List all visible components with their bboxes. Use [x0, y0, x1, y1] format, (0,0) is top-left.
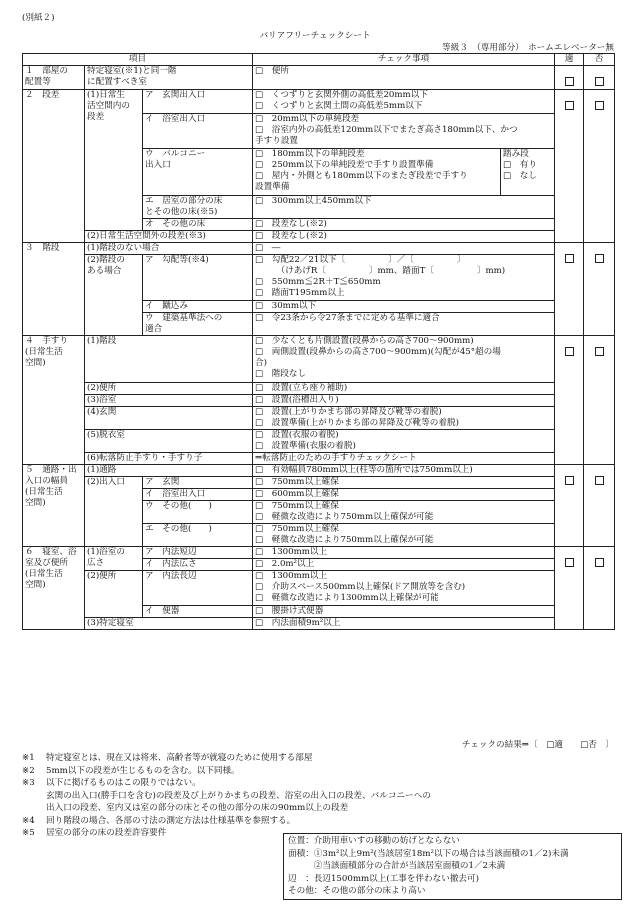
header-check: チェック事項 [253, 54, 555, 66]
spacer [586, 66, 612, 77]
cell-line: イ 内法広さ [145, 559, 197, 569]
cell-line: とその他の床(※5) [145, 207, 218, 217]
check-result: チェックの結果⇒〔 □適 □否 〕 [461, 740, 614, 750]
check-items [253, 395, 555, 407]
cell-line: 合) [255, 358, 267, 368]
note-mark: ※3 [22, 778, 35, 788]
check-items [253, 114, 555, 149]
cell-line: 適合 [145, 324, 163, 334]
note-mark: ※2 [22, 765, 35, 776]
table-row [23, 336, 615, 383]
ok-check-cell [555, 336, 584, 465]
cell-line: 特定寝室(※1)と同一階 [87, 66, 177, 76]
check-items [253, 336, 555, 383]
cell-line: □ 踏面T195mm以上 [255, 288, 345, 298]
cell-line: ア 勾配等(※4) [145, 255, 209, 265]
spacer [586, 243, 612, 254]
cell-line: □ 250mm以下の単純段差で手すり設置準備 [255, 160, 434, 170]
cell-line: □ 少なくとも片側設置(段鼻からの高さ700～900mm) [255, 336, 474, 346]
cell-line: □ ― [255, 243, 281, 253]
cell-line: 空間) [25, 498, 46, 508]
cell-line: ウ バルコニー [145, 149, 206, 159]
ok-check-cell [555, 243, 584, 336]
cell-line: □ くつずりと玄関土間の高低差5mm以下 [255, 101, 423, 111]
note-text [46, 815, 614, 828]
ng-check-cell [584, 465, 615, 547]
item-subcategory [85, 255, 143, 336]
item-detail [143, 524, 253, 547]
cell-line: □ 設置準備(上がりかまち部の昇降及び靴等の着脱) [255, 418, 459, 428]
check-items [253, 571, 555, 606]
item-subcategory [85, 453, 253, 465]
note-mark: ※4 [22, 815, 35, 826]
spacer [586, 336, 612, 347]
table-row [23, 395, 615, 407]
ok-check-cell [555, 66, 584, 90]
item-category [23, 547, 85, 630]
cell-line: (3)浴室 [87, 395, 117, 405]
table-row [23, 430, 615, 453]
cell-line: □ 腰掛け式便器 [255, 606, 324, 616]
cell-line: ア 玄関 [145, 477, 180, 487]
item-detail [143, 255, 253, 301]
spacer [557, 66, 581, 77]
note-text [46, 752, 614, 765]
ok-checkbox[interactable] [565, 558, 574, 567]
item-category [23, 66, 85, 90]
cell-line: ウ 建築基準法への [145, 313, 223, 323]
item-detail [143, 219, 253, 231]
ng-check-cell [584, 243, 615, 336]
cell-line: (2)日常生活空間外の段差(※3) [87, 231, 206, 241]
check-items [253, 430, 555, 453]
allowance-line: その他：その他の部分の床より高い [288, 886, 426, 896]
cell-line: (1)通路 [87, 465, 117, 475]
ok-check-cell [555, 90, 584, 243]
cell-line: (4)玄関 [87, 407, 117, 417]
item-subcategory [85, 90, 143, 231]
cell-line: 空間) [25, 358, 46, 368]
ok-check-cell [555, 465, 584, 547]
step-option [501, 149, 555, 196]
cell-line: □ 軽微な改造により1300mm以上確保が可能 [255, 593, 439, 603]
item-detail [143, 571, 253, 606]
cell-line: □ 設置(浴槽出入り) [255, 395, 339, 405]
cell-line: イ 便器 [145, 606, 180, 616]
note-item [22, 765, 614, 778]
item-detail [143, 547, 253, 559]
spacer [586, 465, 612, 476]
item-detail [143, 313, 253, 336]
spacer [557, 465, 581, 476]
spacer [557, 547, 581, 558]
allowance-box [283, 833, 622, 900]
item-subcategory [85, 547, 143, 571]
note-line: 玄関の出入口(勝手口を含む)の段差及び上がりかまちの段差、浴室の出入口の段差、バルコニーへの [46, 790, 431, 801]
cell-line: １ 部屋の [25, 66, 68, 76]
item-subcategory [85, 395, 253, 407]
item-detail [143, 90, 253, 114]
note-line: 5mm以下の段差が生じるものを含む。以下同様。 [46, 765, 240, 776]
table-row [23, 618, 615, 630]
check-items [253, 313, 555, 336]
cell-line: 段差 [87, 112, 105, 122]
item-subcategory [85, 231, 253, 243]
item-subcategory [85, 618, 253, 630]
cell-line: (日常生活 [25, 347, 63, 357]
cell-line: 空間) [25, 580, 46, 590]
allowance-line: 辺 ：長辺1500mm以上(工事を伴わない撤去可) [288, 873, 479, 884]
table-row [23, 465, 615, 477]
table-row [23, 243, 615, 255]
cell-line: □ 段差なし(※2) [255, 231, 327, 241]
table-row [23, 66, 615, 90]
cell-line: （けあげR〔 〕mm、踏面T〔 〕mm) [255, 266, 506, 276]
cell-line: ４ 手すり [25, 336, 68, 346]
item-detail [143, 489, 253, 501]
cell-line: □ 600mm以上確保 [255, 489, 339, 499]
cell-line: 踏み段 [503, 149, 529, 159]
note-line: 回り階段の場合、各部の寸法の測定方法は仕様基準を参照する。 [46, 815, 296, 826]
cell-line: □ 750mm以上確保 [255, 477, 339, 487]
item-subcategory [85, 407, 253, 430]
item-subcategory [85, 571, 143, 618]
cell-line: ２ 段差 [25, 90, 60, 100]
cell-line: ある場合 [87, 266, 122, 276]
cell-line: ３ 階段 [25, 243, 60, 253]
cell-line: オ その他の床 [145, 219, 206, 229]
item-category [23, 465, 85, 547]
ok-checkbox[interactable] [565, 476, 574, 485]
cell-line: (2)便所 [87, 383, 117, 393]
header-item: 項目 [23, 54, 253, 66]
spacer [586, 90, 612, 101]
table-row [23, 477, 615, 489]
ng-checkbox[interactable] [595, 347, 604, 356]
cell-line: □ 750mm以上確保 [255, 524, 339, 534]
check-items [253, 243, 555, 255]
cell-line: □ なし [503, 171, 537, 181]
cell-line: ア 玄関出入口 [145, 90, 206, 100]
check-items [253, 559, 555, 571]
check-items [253, 453, 555, 465]
cell-line: 広さ [87, 558, 105, 568]
cell-line: □ 令23条から令27条までに定める基準に適合 [255, 313, 440, 323]
note-text [46, 777, 614, 815]
allowance-line: ②当該面積部分の合計が当該居室面積の1／2未満 [288, 861, 506, 871]
check-items [253, 489, 555, 501]
cell-line: 入口の幅員 [25, 476, 68, 486]
ng-checkbox[interactable] [595, 558, 604, 567]
item-detail [143, 477, 253, 489]
cell-line: 室及び便所 [25, 558, 68, 568]
check-items [253, 90, 555, 114]
check-items [253, 219, 555, 231]
cell-line: □ 軽微な改造により750mm以上確保が可能 [255, 535, 434, 545]
item-subcategory [85, 336, 253, 383]
table-row [23, 571, 615, 606]
cell-line: □ 30mm以下 [255, 301, 317, 311]
ok-check-cell [555, 547, 584, 630]
allowance-line: 面積：①3m²以上9m²(当該居室18m²以下の場合は当該面積の1／2)未満 [288, 848, 569, 859]
ok-checkbox[interactable] [565, 347, 574, 356]
cell-line: 配置等 [25, 77, 51, 87]
cell-line: □ 両側設置(段鼻からの高さ700～900mm)(勾配が45°超の場 [255, 347, 501, 357]
item-detail [143, 559, 253, 571]
item-detail [143, 501, 253, 524]
ng-check-cell [584, 66, 615, 90]
check-items [253, 501, 555, 524]
cell-line: ６ 寝室、浴 [25, 547, 77, 557]
cell-line: エ 居室の部分の床 [145, 196, 223, 206]
cell-line: (日常生活 [25, 487, 63, 497]
table-row [23, 231, 615, 243]
checklist-table [22, 53, 615, 630]
check-items [253, 606, 555, 618]
item-detail [143, 301, 253, 313]
note-mark: ※5 [22, 828, 35, 838]
cell-line: (1)階段 [87, 336, 117, 346]
cell-line: (2)階段の [87, 255, 125, 265]
cell-line: イ 浴室出入口 [145, 114, 206, 124]
ng-checkbox[interactable] [595, 254, 604, 263]
item-detail [143, 196, 253, 219]
check-items [253, 547, 555, 559]
cell-line: □ 浴室内外の高低差120mm以下でまたぎ高さ180mm以下、かつ [255, 125, 518, 135]
cell-line: □ 設置(衣服の着脱) [255, 430, 339, 440]
note-item [22, 815, 614, 828]
cell-line: (2)便所 [87, 571, 117, 581]
check-items [253, 407, 555, 430]
cell-line: (1)日常生 [87, 90, 125, 100]
spacer [557, 336, 581, 347]
cell-line: エ その他( ) [145, 524, 212, 534]
spacer [557, 90, 581, 101]
item-subcategory [85, 430, 253, 453]
ng-check-cell [584, 90, 615, 243]
item-subcategory [85, 66, 253, 90]
cell-line: □ 段差なし(※2) [255, 219, 327, 229]
cell-line: 手すり設置 [255, 136, 299, 146]
note-item [22, 752, 614, 765]
note-item [22, 777, 614, 815]
ok-checkbox[interactable] [565, 101, 574, 110]
cell-line: □ 設置(上がりかまち部の昇降及び靴等の着脱) [255, 407, 442, 417]
check-items [253, 231, 555, 243]
cell-line: (1)浴室の [87, 547, 125, 557]
item-category [23, 90, 85, 243]
cell-line: イ 蹴込み [145, 301, 188, 311]
cell-line: □ くつずりと玄関外側の高低差20mm以下 [255, 90, 428, 100]
check-items [253, 196, 555, 219]
cell-line: □ 2.0m²以上 [255, 559, 315, 569]
note-line: 以下に掲げるものはこの限りではない。 [46, 778, 201, 788]
item-category [23, 336, 85, 465]
note-mark: ※1 [22, 753, 35, 763]
cell-line: 設置準備 [255, 182, 290, 192]
note-text [46, 765, 614, 778]
cell-line: に配置すべき室 [87, 77, 147, 87]
cell-line: □ 750mm以上確保 [255, 501, 339, 511]
ng-checkbox[interactable] [595, 476, 604, 485]
cell-line: □ 550mm≦2R＋T≦650mm [255, 277, 381, 287]
cell-line: □ 階段なし [255, 369, 307, 379]
item-detail [143, 606, 253, 618]
check-items [253, 618, 555, 630]
cell-line: □ 180mm以下の単純段差 [255, 149, 365, 159]
header-ng: 否 [584, 54, 615, 66]
table-row [23, 90, 615, 114]
cell-line: ⇒転落防止のための手すりチェックシート [255, 453, 417, 463]
check-items [253, 465, 555, 477]
grade-subtitle: 等級３ （専用部分） ホームエレベーター無 [442, 43, 614, 53]
note-line: 居室の部分の床の段差許容要件 [46, 828, 167, 838]
cell-line: □ 有効幅員780mm以上(柱等の箇所では750mm以上) [255, 465, 473, 475]
notes-section [22, 752, 614, 840]
cell-line: □ 1300mm以上 [255, 547, 328, 557]
item-detail [143, 149, 253, 196]
spacer [586, 547, 612, 558]
cell-line: (2)出入口 [87, 477, 125, 487]
cell-line: □ 内法面積9m²以上 [255, 618, 341, 628]
check-items [253, 477, 555, 489]
cell-line: (1)階段のない場合 [87, 243, 160, 253]
ng-check-cell [584, 336, 615, 465]
table-row [23, 453, 615, 465]
cell-line: □ 便所 [255, 66, 289, 76]
cell-line: □ 勾配22／21以下〔 〕／〔 〕 [255, 255, 466, 265]
note-line: 特定寝室とは、現在又は将来、高齢者等が就寝のために使用する部屋 [46, 753, 313, 763]
table-row [23, 255, 615, 301]
cell-line: (3)特定寝室 [87, 618, 134, 628]
cell-line: イ 浴室出入口 [145, 489, 206, 499]
check-items [253, 149, 501, 196]
ng-checkbox[interactable] [595, 101, 604, 110]
table-row [23, 407, 615, 430]
cell-line: (5)脱衣室 [87, 430, 125, 440]
check-items [253, 301, 555, 313]
header-ok: 適 [555, 54, 584, 66]
item-detail [143, 114, 253, 149]
page-title: バリアフリーチェックシート [259, 31, 371, 41]
cell-line: ア 内法長辺 [145, 571, 197, 581]
cell-line: □ 20mm以下の単純段差 [255, 114, 360, 124]
cell-line: (6)転落防止手すり・手すり子 [87, 453, 203, 463]
cell-line: ウ その他( ) [145, 501, 212, 511]
cell-line: ５ 通路・出 [25, 465, 77, 475]
item-subcategory [85, 243, 253, 255]
spacer [557, 243, 581, 254]
annex-label: (別紙２) [22, 13, 55, 23]
ng-check-cell [584, 547, 615, 630]
cell-line: 活空間内の [87, 101, 130, 111]
table-row [23, 383, 615, 395]
check-items [253, 383, 555, 395]
item-subcategory [85, 465, 253, 477]
cell-line: 出入口 [145, 160, 171, 170]
cell-line: ア 内法短辺 [145, 547, 197, 557]
cell-line: □ 軽微な改造により750mm以上確保が可能 [255, 512, 434, 522]
cell-line: □ 屋内・外側とも180mm以下のまたぎ段差で手すり [255, 171, 468, 181]
cell-line: □ 1300mm以上 [255, 571, 328, 581]
check-items [253, 255, 555, 301]
ok-checkbox[interactable] [565, 77, 574, 86]
cell-line: □ 介助スペース500mm以上確保(ドア開放等を含む) [255, 582, 466, 592]
item-category [23, 243, 85, 336]
header-row [23, 54, 615, 66]
cell-line: □ 有り [503, 160, 537, 170]
item-subcategory [85, 383, 253, 395]
table-row [23, 547, 615, 559]
check-items [253, 66, 555, 90]
note-line: 出入口の段差、室内又は室の部分の床とその他の部分の床の90mm以上の段差 [46, 803, 349, 813]
item-subcategory [85, 477, 143, 547]
allowance-line: 位置：介助用車いすの移動の妨げとならない [288, 836, 460, 846]
cell-line: (日常生活 [25, 569, 63, 579]
cell-line: □ 300mm以上450mm以下 [255, 196, 372, 206]
cell-line: □ 設置準備(衣服の着脱) [255, 441, 356, 451]
check-items [253, 524, 555, 547]
ok-checkbox[interactable] [565, 254, 574, 263]
ng-checkbox[interactable] [595, 77, 604, 86]
cell-line: □ 設置(立ち座り補助) [255, 383, 348, 393]
